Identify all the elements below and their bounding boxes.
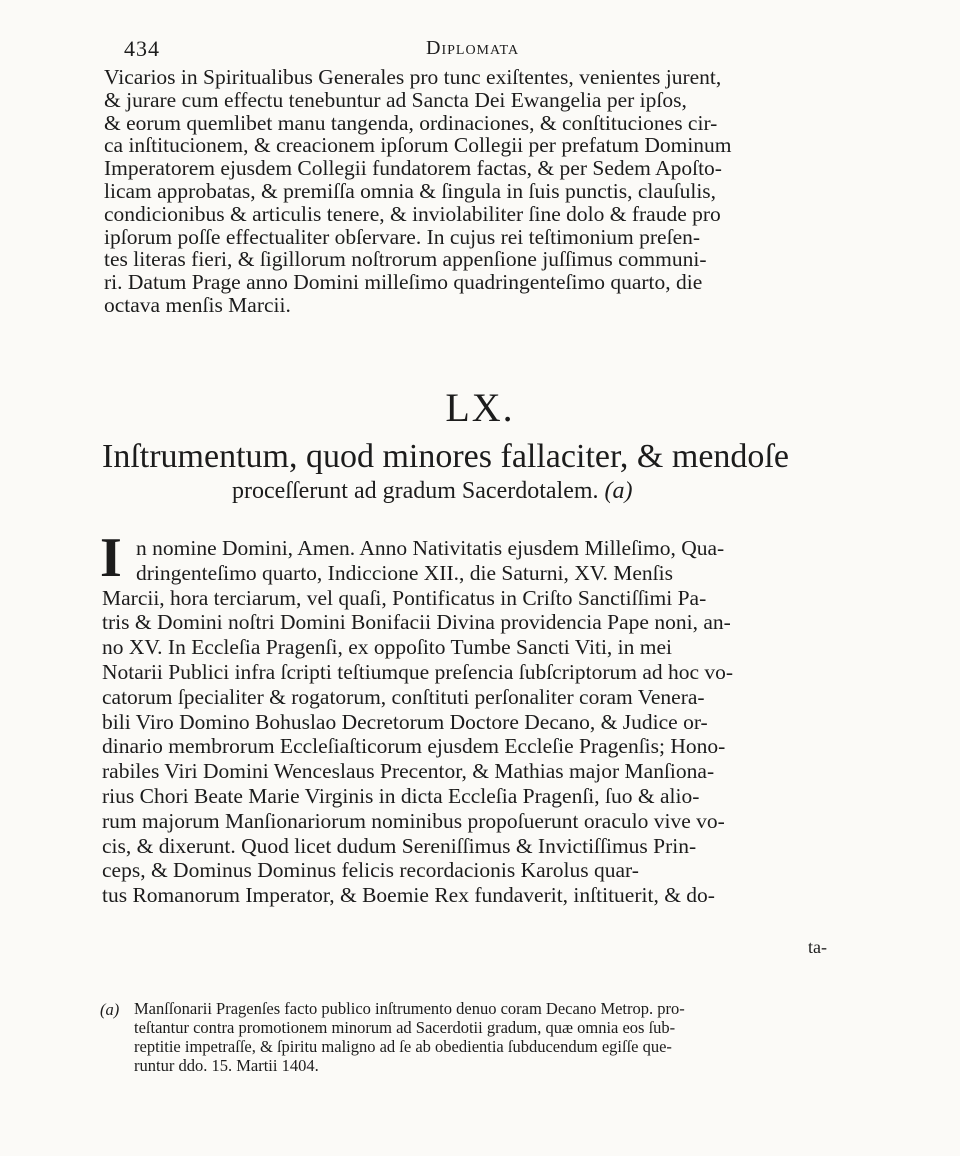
text-line: Vicarios in Spiritualibus Generales pro tunc exiſtentes, venientes jurent, <box>104 65 722 89</box>
catchword: ta- <box>808 937 827 957</box>
drop-cap-initial: I <box>100 527 122 589</box>
body-line: Marcii, hora terciarum, vel quaſi, Pontificatus in Criſto Sanctiſſimi Pa- <box>102 585 707 610</box>
footnote-line: reptitie impetraſſe, & ſpiritu maligno ad ſe ab obedientia ſubducendum egiſſe que- <box>134 1037 672 1056</box>
text-line: condicionibus & articulis tenere, & inviolabiliter ſine dolo & fraude pro <box>104 201 721 226</box>
body-line: dringenteſimo quarto, Indiccione XII., die Saturni, XV. Menſis <box>136 560 673 585</box>
text-line: octava menſis Marcii. <box>104 292 291 317</box>
running-head <box>110 36 900 66</box>
footnote-reference: (a) <box>604 478 633 504</box>
text-line: & eorum quemlibet manu tangenda, ordinaciones, & conſtituciones cir- <box>104 110 718 135</box>
subtitle-text: proceſſerunt ad gradum Sacerdotalem. <box>232 478 599 504</box>
document-title: Inſtrumentum, quod minores fallaciter, & mendoſe <box>102 438 789 475</box>
body-line: dinario membrorum Eccleſiaſticorum ejusdem Eccleſie Pragenſis; Hono- <box>102 734 726 759</box>
document-body <box>102 536 902 908</box>
footnote-line: runtur ddo. 15. Martii 1404. <box>134 1056 319 1075</box>
document-number: LX. <box>445 385 515 430</box>
body-line: cis, & dixerunt. Quod licet dudum Sereniſſimus & Invictiſſimus Prin- <box>102 833 697 858</box>
document-subtitle <box>232 476 832 506</box>
text-line: licam approbatas, & premiſſa omnia & ſingula in ſuis punctis, clauſulis, <box>104 178 717 203</box>
text-line: ca inſtitucionem, & creacionem ipſorum Collegii per prefatum Dominum <box>104 133 732 158</box>
body-line: n nomine Domini, Amen. Anno Nativitatis ejusdem Milleſimo, Qua- <box>136 536 725 560</box>
footnote <box>134 999 900 1075</box>
body-line: no XV. In Eccleſia Pragenſi, ex oppoſito Tumbe Sancti Viti, in mei <box>102 635 673 660</box>
body-line: Notarii Publici infra ſcripti teſtiumque preſencia ſubſcriptorum ad hoc vo- <box>102 659 734 684</box>
body-line: tus Romanorum Imperator, & Boemie Rex fundaverit, inſtituerit, & do- <box>102 883 715 908</box>
footnote-line: Manſſonarii Pragenſes facto publico inſtrumento denuo coram Decano Metrop. pro- <box>134 999 685 1018</box>
text-line: ri. Datum Prage anno Domini milleſimo quadringenteſimo quarto, die <box>104 270 703 295</box>
text-line: Imperatorem ejusdem Collegii fundatorem factas, & per Sedem Apoſto- <box>104 156 722 181</box>
running-title: Diplomata <box>426 37 520 59</box>
page-number: 434 <box>124 36 160 61</box>
footnote-mark: (a) <box>100 1000 120 1019</box>
text-line: & jurare cum effectu tenebuntur ad Sancta Dei Ewangelia per ipſos, <box>104 87 687 112</box>
text-line: ipſorum poſſe effectualiter obſervare. In cujus rei teſtimonium preſen- <box>104 224 701 249</box>
body-line: rius Chori Beate Marie Virginis in dicta Eccleſia Pragenſi, ſuo & alio- <box>102 783 700 808</box>
body-line: ceps, & Dominus Dominus felicis recordacionis Karolus quar- <box>102 858 639 883</box>
body-line: catorum ſpecialiter & rogatorum, conſtituti perſonaliter coram Venera- <box>102 684 705 709</box>
footnote-line: teſtantur contra promotionem minorum ad Sacerdotii gradum, quæ omnia eos ſub- <box>134 1018 676 1037</box>
body-line: bili Viro Domino Bohuslao Decretorum Doctore Decano, & Judice or- <box>102 709 708 734</box>
body-line: rabiles Viri Domini Wenceslaus Precentor, & Mathias major Manſiona- <box>102 759 715 784</box>
previous-document-text <box>104 66 904 317</box>
text-line: tes literas fieri, & ſigillorum noſtrorum appenſione juſſimus communi- <box>104 247 707 272</box>
body-line: tris & Domini noſtri Domini Bonifacii Divina providencia Pape noni, an- <box>102 610 731 635</box>
body-line: rum majorum Manſionariorum nominibus propoſuerunt oraculo vive vo- <box>102 808 725 833</box>
